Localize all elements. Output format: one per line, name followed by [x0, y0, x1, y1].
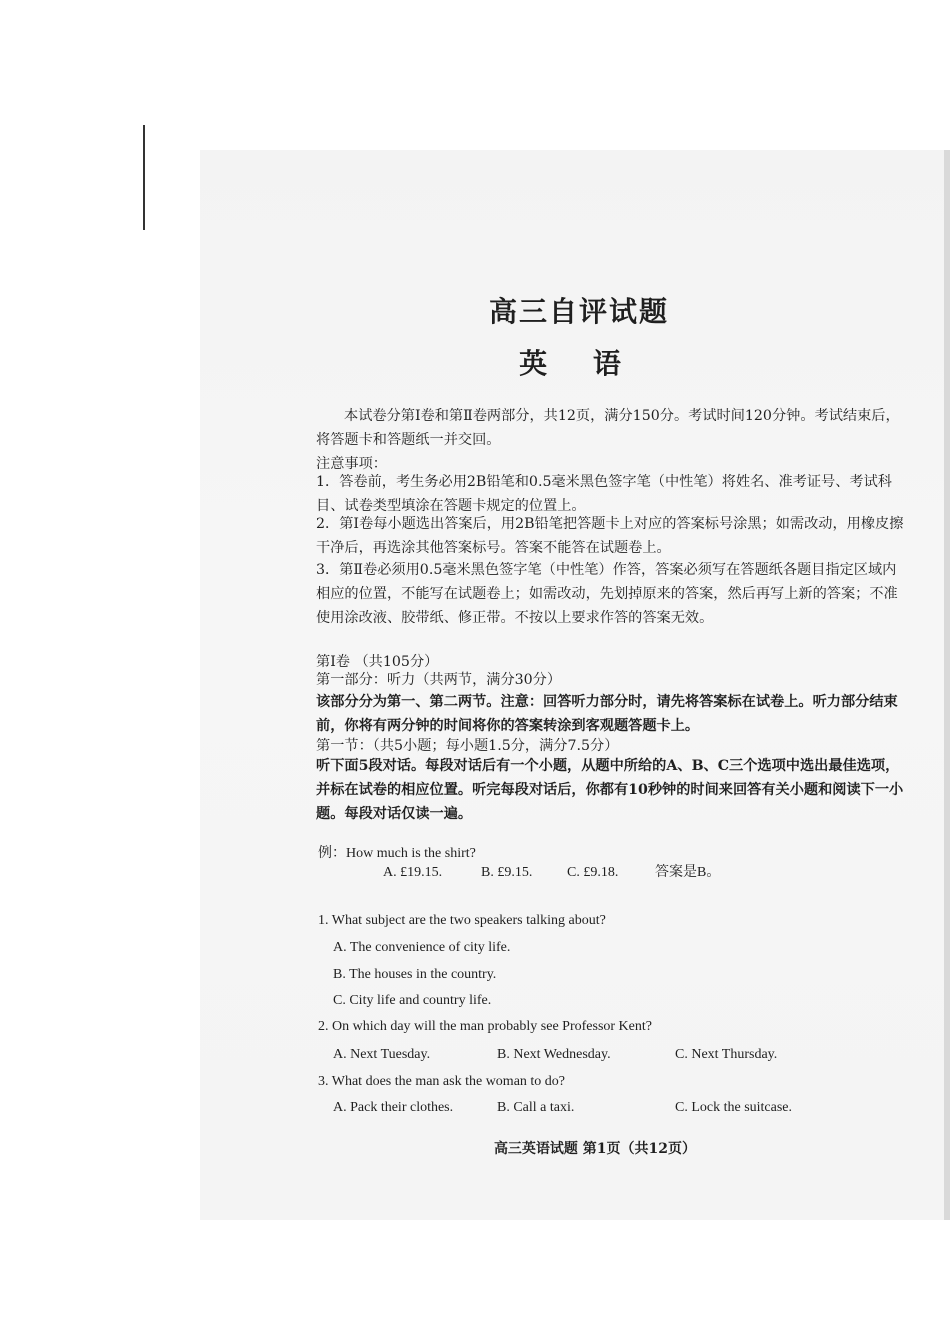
- exam-title: 高三自评试题: [488, 295, 669, 328]
- example-question: 例：How much is the shirt?: [318, 846, 476, 861]
- section-description: 该部分分为第一、第二两节。注意：回答听力部分时，请先将答案标在试卷上。听力部分结束前，你将有两分钟的时间将你的答案转涂到客观题答题卡上。: [316, 694, 898, 734]
- question-3-option-b: B. Call a taxi.: [497, 1100, 575, 1115]
- question-1-option-c: C. City life and country life.: [333, 993, 492, 1008]
- question-3-option-a: A. Pack their clothes.: [333, 1100, 454, 1115]
- example-option-b: B. £9.15.: [481, 865, 533, 880]
- subsection-title: 第一节：（共5小题；每小题1.5分，满分7.5分）: [316, 738, 619, 754]
- question-1: 1. What subject are the two speakers talking about?: [318, 913, 606, 928]
- example-option-c: C. £9.18.: [567, 865, 619, 880]
- notice-item-3: 3．第Ⅱ卷必须用0.5毫米黑色签字笔（中性笔）作答，答案必须写在答题纸各题目指定区域内相应的位置，不能写在试题卷上；如需改动，先划掉原来的答案，然后再写上新的答案；不准使用涂改液、胶带纸、修正带。不按以上要求作答的答案无效。: [316, 562, 898, 626]
- question-2-option-c: C. Next Thursday.: [675, 1047, 778, 1062]
- notice-item-2: 2．第Ⅰ卷每小题选出答案后，用2B铅笔把答题卡上对应的答案标号涂黑；如需改动，用橡皮擦干净后，再选涂其他答案标号。答案不能答在试题卷上。: [316, 516, 904, 556]
- notice-item-1: 1．答卷前，考生务必用2B铅笔和0.5毫米黑色签字笔（中性笔）将姓名、准考证号、考试科目、试卷类型填涂在答题卡规定的位置上。: [316, 474, 892, 514]
- subsection-description: 听下面5段对话。每段对话后有一个小题，从题中所给的A、B、C三个选项中选出最佳选项，并标在试卷的相应位置。听完每段对话后，你都有10秒钟的时间来回答有关小题和阅读下一小题。每段对话仅读一遍。: [316, 758, 904, 822]
- intro-paragraph: 本试卷分第Ⅰ卷和第Ⅱ卷两部分，共12页，满分150分。考试时间120分钟。考试结束后，将答题卡和答题纸一并交回。: [316, 408, 900, 448]
- question-2-option-b: B. Next Wednesday.: [497, 1047, 611, 1062]
- question-1-option-a: A. The convenience of city life.: [333, 940, 511, 955]
- example-answer: 答案是B。: [655, 865, 721, 880]
- exam-subject: 英 语: [519, 347, 639, 380]
- question-2-option-a: A. Next Tuesday.: [333, 1047, 431, 1062]
- example-option-a: A. £19.15.: [383, 865, 443, 880]
- question-3: 3. What does the man ask the woman to do?: [318, 1074, 566, 1089]
- question-3-option-c: C. Lock the suitcase.: [675, 1100, 793, 1115]
- section-title: 第一部分：听力（共两节，满分30分）: [316, 672, 562, 688]
- question-1-option-b: B. The houses in the country.: [333, 967, 497, 982]
- binding-line: [143, 125, 145, 230]
- volume-heading: 第Ⅰ卷 （共105分）: [316, 654, 439, 670]
- example-prefix: 例：: [318, 846, 346, 861]
- page-footer: 高三英语试题 第1页（共12页）: [493, 1141, 697, 1157]
- notice-heading: 注意事项：: [316, 456, 387, 472]
- question-2: 2. On which day will the man probably see Professor Kent?: [318, 1019, 652, 1034]
